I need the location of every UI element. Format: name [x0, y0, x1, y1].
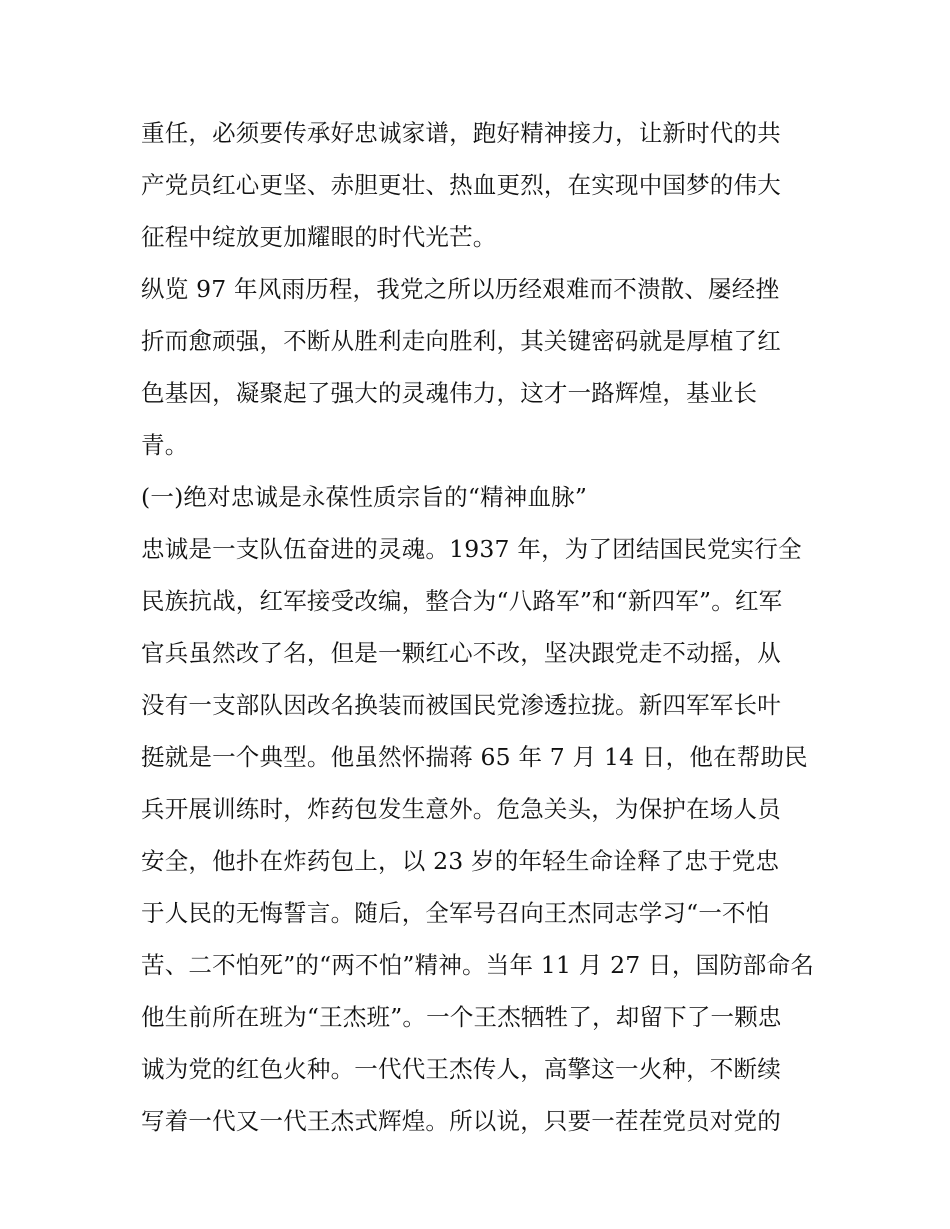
text-line: 忠诚是一支队伍奋进的灵魂。1937 年，为了团结国民党实行全: [141, 535, 802, 563]
text-line: 诚为党的红色火种。一代代王杰传人，高擎这一火种，不断续: [141, 1055, 781, 1083]
text-line: 他生前所在班为“王杰班”。一个王杰牺牲了，却留下了一颗忠: [141, 1003, 782, 1031]
text-line: 兵开展训练时，炸药包发生意外。危急关头，为保护在场人员: [141, 795, 781, 823]
text-line: 没有一支部队因改名换装而被国民党渗透拉拢。新四军军长叶: [141, 691, 781, 719]
text-line: 色基因，凝聚起了强大的灵魂伟力，这才一路辉煌，基业长: [141, 379, 758, 407]
text-line: 重任，必须要传承好忠诚家谱，跑好精神接力，让新时代的共: [141, 119, 781, 147]
body-text: [141, 107, 813, 1147]
text-line: 青。: [141, 431, 189, 459]
text-line: 征程中绽放更加耀眼的时代光芒。: [141, 223, 497, 251]
text-line: 官兵虽然改了名，但是一颗红心不改，坚决跟党走不动摇，从: [141, 639, 781, 667]
text-line: 产党员红心更坚、赤胆更壮、热血更烈，在实现中国梦的伟大: [141, 171, 781, 199]
text-line: 苦、二不怕死”的“两不怕”精神。当年 11 月 27 日，国防部命名: [141, 951, 815, 979]
text-line: 于人民的无悔誓言。随后，全军号召向王杰同志学习“一不怕: [141, 899, 770, 927]
text-line: 纵览 97 年风雨历程，我党之所以历经艰难而不溃散、屡经挫: [141, 275, 780, 303]
text-line: 写着一代又一代王杰式辉煌。所以说，只要一茬茬党员对党的: [141, 1107, 781, 1135]
text-line: 民族抗战，红军接受改编，整合为“八路军”和“新四军”。红军: [141, 587, 783, 615]
text-line: 安全，他扑在炸药包上，以 23 岁的年轻生命诠释了忠于党忠: [141, 847, 780, 875]
text-line: 折而愈顽强，不断从胜利走向胜利，其关键密码就是厚植了红: [141, 327, 781, 355]
section-heading: (一)绝对忠诚是永葆性质宗旨的“精神血脉”: [141, 483, 588, 511]
text-line: 挺就是一个典型。他虽然怀揣蒋 65 年 7 月 14 日，他在帮助民: [141, 743, 808, 771]
